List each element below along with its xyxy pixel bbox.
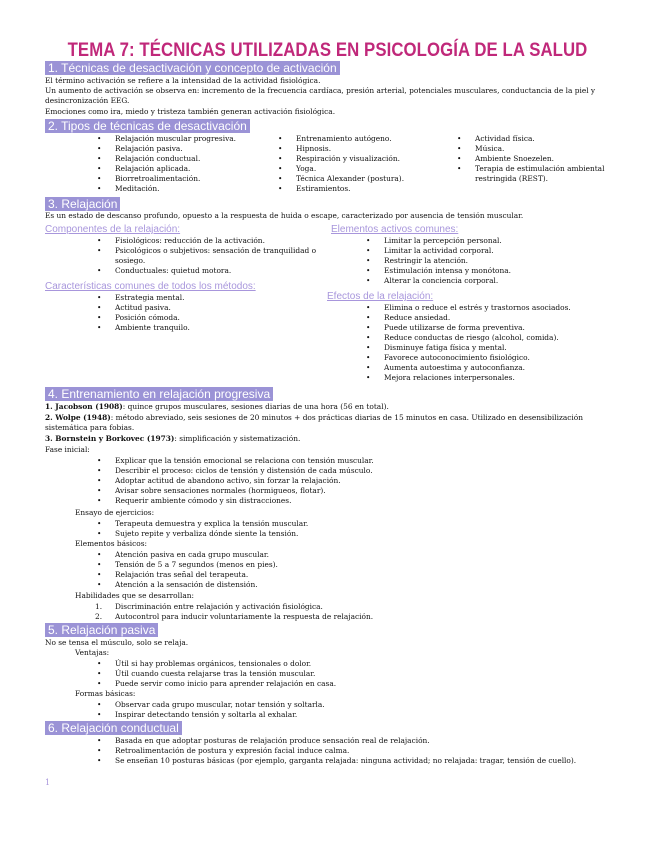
- elemento-basico-item: • Relajación tras señal del terapeuta.: [95, 570, 605, 580]
- technique-item: • Técnica Alexander (postura).: [276, 174, 446, 184]
- fase-inicial-item: • Describir el proceso: ciclos de tensión y distensión de cada músculo.: [95, 466, 605, 476]
- section-1-paragraph-1: El término activación se refiere a la intensidad de la actividad fisiológica.: [45, 76, 321, 85]
- elemento-activo-item: • Restringir la atención.: [364, 256, 614, 266]
- ventaja-item: • Útil cuando cuesta relajarse tras la tensión muscular.: [95, 669, 605, 679]
- conductual-item: • Basada en que adoptar posturas de relajación produce sensación real de relajación.: [95, 736, 620, 746]
- componente-item: • Psicológicos o subjetivos: sensación de tranquilidad o sosiego.: [95, 246, 330, 266]
- section-2-heading: 2. Tipos de técnicas de desactivación: [45, 119, 250, 133]
- technique-item: • Hipnosis.: [276, 144, 446, 154]
- author-jacobson: [45, 402, 615, 412]
- technique-item: • Entrenamiento autógeno.: [276, 134, 446, 144]
- ensayo-item: • Terapeuta demuestra y explica la tensión muscular.: [95, 519, 605, 529]
- author-jacobson-text: : quince grupos musculares, sesiones diarias de una hora (56 en total).: [122, 402, 389, 411]
- section-4-heading: 4. Entrenamiento en relajación progresiva: [45, 387, 273, 401]
- caracteristica-item: • Estrategia mental.: [95, 293, 325, 303]
- habilidad-text: Discriminación entre relajación y activación fisiológica.: [115, 602, 323, 611]
- elemento-basico-item: • Tensión de 5 a 7 segundos (menos en pies).: [95, 560, 605, 570]
- author-jacobson-name: 1. Jacobson (1908): [45, 402, 123, 411]
- habilidades-list: [93, 602, 603, 622]
- efecto-item: • Elimina o reduce el estrés y trastornos asociados.: [364, 303, 619, 313]
- section-5-intro: No se tensa el músculo, solo se relaja.: [45, 638, 189, 647]
- habilidad-item: [93, 602, 603, 612]
- componente-item: • Conductuales: quietud motora.: [95, 266, 330, 276]
- formas-list: [95, 700, 605, 720]
- habilidad-text: Autocontrol para inducir voluntariamente la respuesta de relajación.: [115, 611, 374, 621]
- author-wolpe-name: 2. Wolpe (1948): [45, 413, 111, 422]
- technique-item: • Relajación aplicada.: [95, 164, 265, 174]
- author-bornstein-name: 3. Bornstein y Borkovec (1973): [45, 434, 175, 443]
- habilidad-number: 2.: [95, 611, 103, 621]
- author-wolpe: [45, 413, 615, 433]
- section-1-paragraph-3: Emociones como ira, miedo y tristeza también generan activación fisiológica.: [45, 107, 336, 116]
- technique-item: • Relajación pasiva.: [95, 144, 265, 154]
- technique-item: • Terapia de estimulación ambiental restringida (REST).: [455, 164, 620, 184]
- efectos-list: [364, 303, 619, 383]
- elemento-basico-item: • Atención pasiva en cada grupo muscular.: [95, 550, 605, 560]
- ventajas-label: Ventajas:: [75, 648, 110, 657]
- elemento-activo-item: • Limitar la percepción personal.: [364, 236, 614, 246]
- technique-item: • Estiramientos.: [276, 184, 446, 194]
- efecto-item: • Mejora relaciones interpersonales.: [364, 373, 619, 383]
- efecto-item: • Reduce conductas de riesgo (alcohol, comida).: [364, 333, 619, 343]
- forma-basica-item: • Observar cada grupo muscular, notar tensión y soltarla.: [95, 700, 605, 710]
- section-1-paragraph-2: Un aumento de activación se observa en: incremento de la frecuencia cardíaca, presión arterial, potenciales musculares, conductancia de la piel y desincronización EEG.: [45, 86, 596, 105]
- technique-item: • Relajación conductual.: [95, 154, 265, 164]
- conductual-list: [95, 736, 620, 766]
- habilidad-item: [93, 612, 603, 622]
- elementos-basicos-list: [95, 550, 605, 590]
- ventaja-item: • Útil si hay problemas orgánicos, tensionales o dolor.: [95, 659, 605, 669]
- habilidades-label: Habilidades que se desarrollan:: [75, 591, 194, 600]
- techniques-list-col-3: [455, 134, 620, 184]
- fase-inicial-item: • Requerir ambiente cómodo y sin distracciones.: [95, 496, 605, 506]
- caracteristicas-list: [95, 293, 325, 333]
- section-6-heading: 6. Relajación conductual: [45, 721, 182, 735]
- fase-inicial-item: • Explicar que la tensión emocional se relaciona con tensión muscular.: [95, 456, 605, 466]
- componente-item: • Fisiológicos: reducción de la activación.: [95, 236, 330, 246]
- fase-inicial-item: • Avisar sobre sensaciones normales (hormigueos, flotar).: [95, 486, 605, 496]
- technique-item: • Actividad física.: [455, 134, 620, 144]
- techniques-list-col-2: [276, 134, 446, 194]
- elemento-basico-item: • Atención a la sensación de distensión.: [95, 580, 605, 590]
- fase-inicial-label: Fase inicial:: [45, 445, 90, 454]
- ensayo-list: [95, 519, 605, 539]
- fase-inicial-list: [95, 456, 605, 506]
- author-bornstein: [45, 434, 615, 444]
- efecto-item: • Favorece autoconocimiento fisiológico.: [364, 353, 619, 363]
- elementos-list: [364, 236, 614, 286]
- conductual-item: • Retroalimentación de postura y expresión facial induce calma.: [95, 746, 620, 756]
- caracteristica-item: • Ambiente tranquilo.: [95, 323, 325, 333]
- forma-basica-item: • Inspirar detectando tensión y soltarla al exhalar.: [95, 710, 605, 720]
- technique-item: • Respiración y visualización.: [276, 154, 446, 164]
- section-3-heading: 3. Relajación: [45, 197, 120, 211]
- section-1-heading: 1. Técnicas de desactivación y concepto de activación: [45, 61, 340, 75]
- technique-item: • Ambiente Snoezelen.: [455, 154, 620, 164]
- caracteristicas-subheading: Características comunes de todos los métodos:: [45, 281, 256, 292]
- ventaja-item: • Puede servir como inicio para aprender relajación en casa.: [95, 679, 605, 689]
- section-5-heading: 5. Relajación pasiva: [45, 623, 158, 637]
- elementos-subheading: Elementos activos comunes:: [331, 224, 459, 235]
- technique-item: • Yoga.: [276, 164, 446, 174]
- habilidad-number: 1.: [95, 602, 103, 611]
- efecto-item: • Puede utilizarse de forma preventiva.: [364, 323, 619, 333]
- efecto-item: • Reduce ansiedad.: [364, 313, 619, 323]
- efecto-item: • Aumenta autoestima y autoconfianza.: [364, 363, 619, 373]
- technique-item: • Biorretroalimentación.: [95, 174, 265, 184]
- efecto-item: • Disminuye fatiga física y mental.: [364, 343, 619, 353]
- elemento-activo-item: • Alterar la conciencia corporal.: [364, 276, 614, 286]
- author-bornstein-text: : simplificación y sistematización.: [174, 434, 301, 443]
- ensayo-item: • Sujeto repite y verbaliza dónde siente la tensión.: [95, 529, 605, 539]
- section-3-intro: Es un estado de descanso profundo, opuesto a la respuesta de huida o escape, caracterizado por ausencia de tensión muscular.: [45, 211, 524, 220]
- author-wolpe-text: : método abreviado, seis sesiones de 20 minutos + dos prácticas diarias de 15 minutos en casa. Utilizado en desensibilización sistemática para fobias.: [45, 413, 584, 432]
- caracteristica-item: • Posición cómoda.: [95, 313, 325, 323]
- techniques-list-col-1: [95, 134, 265, 194]
- ventajas-list: [95, 659, 605, 689]
- page-number: 1: [45, 778, 51, 787]
- conductual-item: • Se enseñan 10 posturas básicas (por ejemplo, garganta relajada: ninguna actividad; no relajada: tragar, tensión de cuello).: [95, 756, 620, 766]
- formas-label: Formas básicas:: [75, 689, 136, 698]
- elementos-basicos-label: Elementos básicos:: [75, 539, 148, 548]
- fase-inicial-item: • Adoptar actitud de abandono activo, sin forzar la relajación.: [95, 476, 605, 486]
- technique-item: • Relajación muscular progresiva.: [95, 134, 265, 144]
- caracteristica-item: • Actitud pasiva.: [95, 303, 325, 313]
- componentes-list: [95, 236, 330, 276]
- ensayo-label: Ensayo de ejercicios:: [75, 508, 155, 517]
- efectos-subheading: Efectos de la relajación:: [327, 291, 434, 302]
- technique-item: • Meditación.: [95, 184, 265, 194]
- technique-item: • Música.: [455, 144, 620, 154]
- elemento-activo-item: • Limitar la actividad corporal.: [364, 246, 614, 256]
- componentes-subheading: Componentes de la relajación:: [45, 224, 181, 235]
- elemento-activo-item: • Estimulación intensa y monótona.: [364, 266, 614, 276]
- document-title: TEMA 7: TÉCNICAS UTILIZADAS EN PSICOLOGÍA DE LA SALUD: [67, 39, 588, 61]
